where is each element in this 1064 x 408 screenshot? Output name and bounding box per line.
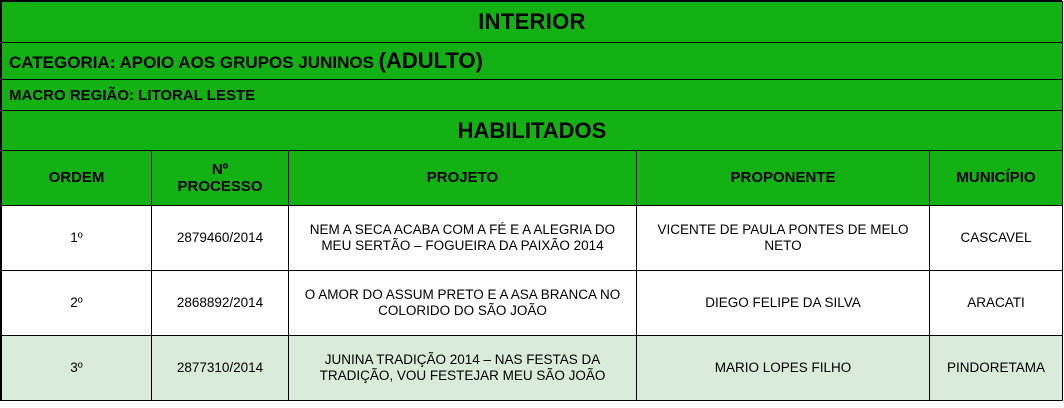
cell-ordem: 2º bbox=[2, 271, 152, 336]
cell-processo: 2868892/2014 bbox=[152, 271, 289, 336]
cell-municipio: PINDORETAMA bbox=[930, 336, 1063, 401]
cell-projeto: JUNINA TRADIÇÃO 2014 – NAS FESTAS DA TRADIÇÃO, VOU FESTEJAR MEU SÃO JOÃO bbox=[289, 336, 637, 401]
column-header-processo-line2: PROCESSO bbox=[177, 178, 263, 195]
column-header-proponente: PROPONENTE bbox=[637, 151, 930, 206]
cell-municipio: CASCAVEL bbox=[930, 206, 1063, 271]
table-header-row bbox=[2, 151, 1063, 206]
results-table bbox=[1, 1, 1063, 401]
cell-ordem: 3º bbox=[2, 336, 152, 401]
banner-row-title bbox=[2, 2, 1063, 43]
column-header-municipio: MUNICÍPIO bbox=[930, 151, 1063, 206]
cell-proponente: VICENTE DE PAULA PONTES DE MELO NETO bbox=[637, 206, 930, 271]
banner-categoria bbox=[2, 43, 1063, 80]
banner-row-categoria bbox=[2, 43, 1063, 80]
cell-municipio: ARACATI bbox=[930, 271, 1063, 336]
table-row bbox=[2, 336, 1063, 401]
categoria-destaque-label: (ADULTO) bbox=[378, 48, 483, 73]
banner-macro-regiao: MACRO REGIÃO: LITORAL LESTE bbox=[2, 80, 1063, 111]
column-header-projeto: PROJETO bbox=[289, 151, 637, 206]
cell-projeto: NEM A SECA ACABA COM A FÉ E A ALEGRIA DO MEU SERTÃO – FOGUEIRA DA PAIXÃO 2014 bbox=[289, 206, 637, 271]
column-header-processo-line1: Nº bbox=[211, 160, 229, 178]
table-row bbox=[2, 206, 1063, 271]
banner-row-macro-regiao bbox=[2, 80, 1063, 111]
cell-projeto: O AMOR DO ASSUM PRETO E A ASA BRANCA NO COLORIDO DO SÃO JOÃO bbox=[289, 271, 637, 336]
cell-proponente: DIEGO FELIPE DA SILVA bbox=[637, 271, 930, 336]
cell-processo: 2879460/2014 bbox=[152, 206, 289, 271]
column-header-processo bbox=[152, 151, 289, 206]
banner-habilitados: HABILITADOS bbox=[2, 111, 1063, 151]
banner-title: INTERIOR bbox=[2, 2, 1063, 43]
cell-proponente: MARIO LOPES FILHO bbox=[637, 336, 930, 401]
cell-ordem: 1º bbox=[2, 206, 152, 271]
column-header-ordem: ORDEM bbox=[2, 151, 152, 206]
table-row bbox=[2, 271, 1063, 336]
categoria-prefix-label: CATEGORIA: APOIO AOS GRUPOS JUNINOS bbox=[9, 53, 379, 72]
cell-processo: 2877310/2014 bbox=[152, 336, 289, 401]
banner-row-habilitados bbox=[2, 111, 1063, 151]
